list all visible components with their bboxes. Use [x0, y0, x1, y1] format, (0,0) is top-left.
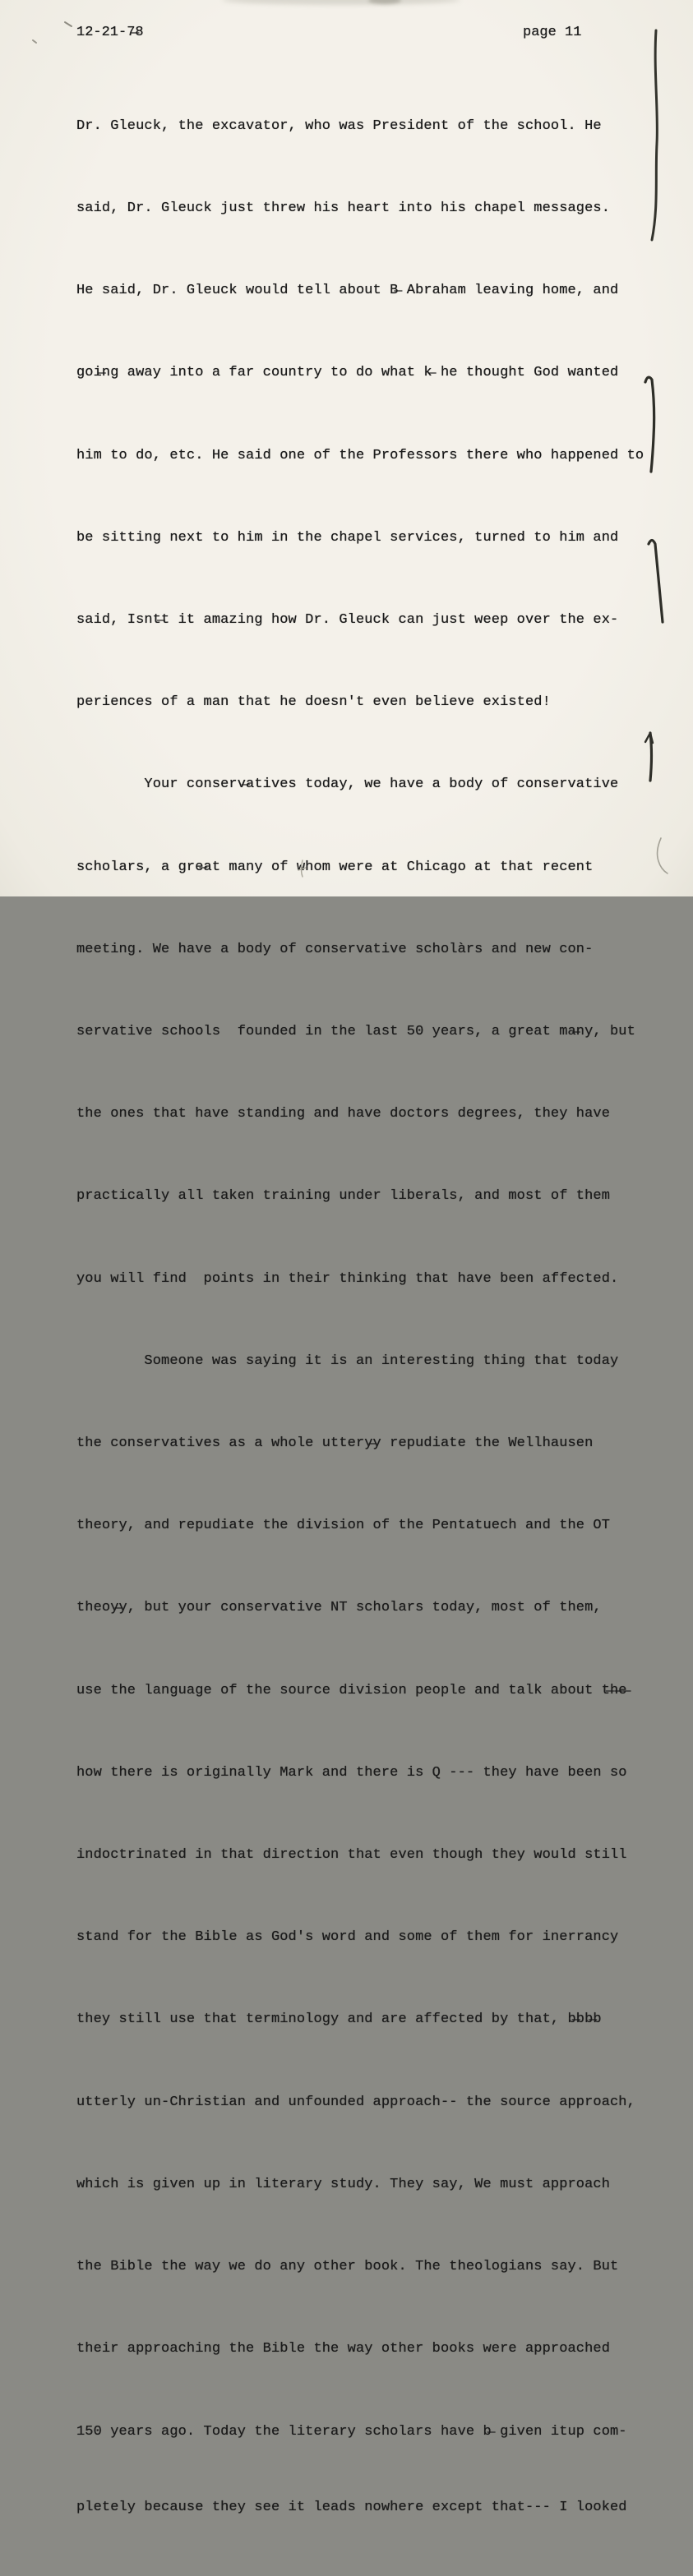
text-line: meeting. We have a body of conservative scholàrs and new con-	[76, 941, 594, 957]
text-line: goi̶ng away into a far country to do what k̶ he thought God wanted	[76, 365, 619, 381]
document-body	[76, 58, 668, 2576]
text-line: you will find points in their thinking that have been affected.	[76, 1270, 619, 1287]
text-line: scholars, a gre̶at many of whom were at Chicago at that recent	[76, 859, 594, 875]
text-line: said, Dr. Gleuck just threw his heart into his chapel messages.	[76, 200, 611, 217]
text-line: practically all taken training under liberals, and most of them	[76, 1188, 611, 1205]
text-line: theoy̶y, but your conservative NT scholars today, most of them,	[76, 1600, 602, 1616]
text-line: pletely because they see it leads nowhere except that--- I looked	[76, 2499, 627, 2515]
text-line: stand for the Bible as God's word and some of them for inerrancy	[76, 1929, 619, 1946]
text-line: they still use that terminology and are affected by that, b̶bb̶b	[76, 2011, 602, 2028]
text-line: servative schools founded in the last 50 years, a great ma̶ny, but	[76, 1024, 635, 1040]
text-line: their approaching the Bible the way other books were approached	[76, 2341, 611, 2357]
text-line: the Bible the way we do any other book. The theologians say. But	[76, 2259, 619, 2275]
text-line: He said, Dr. Gleuck would tell about B̶ Abraham leaving home, and	[76, 283, 619, 299]
text-line: the ones that have standing and have doctors degrees, they have	[76, 1106, 611, 1122]
text-line: use the language of the source division people and talk about t̶h̶e̶	[76, 1682, 627, 1698]
text-line: him to do, etc. He said one of the Professors there who happened to	[76, 447, 644, 463]
text-line: periences of a man that he doesn't even believe existed!	[76, 694, 551, 711]
date-label: 12-21-7̶8	[76, 25, 144, 40]
text-line: how there is originally Mark and there is Q --- they have been so	[76, 1764, 627, 1781]
page-number-label: page 11	[523, 25, 582, 40]
text-line: the conservatives as a whole uttery̶y repudiate the Wellhausen	[76, 1435, 594, 1452]
page-header	[0, 25, 693, 44]
text-line: Someone was saying it is an interesting thing that today	[76, 1353, 619, 1369]
text-line: which is given up in literary study. They say, We must approach	[76, 2176, 611, 2192]
text-line: Your conserv̶atives today, we have a body of conservative	[76, 776, 619, 793]
text-line: 150 years ago. Today the literary scholars have b̶ given itup com-	[76, 2423, 627, 2440]
text-line: utterly un-Christian and unfounded approach-- the source approach,	[76, 2094, 635, 2110]
top-edge-smudge	[222, 0, 460, 5]
text-line: theory, and repudiate the division of the Pentatuech and the OT	[76, 1518, 611, 1534]
text-line: indoctrinated in that direction that even though they would still	[76, 1847, 627, 1864]
text-line: Dr. Gleuck, the excavator, who was President of the school. He	[76, 118, 602, 134]
text-line: said, Isnt̶t it amazing how Dr. Gleuck can just weep over the ex-	[76, 612, 619, 629]
text-line: be sitting next to him in the chapel services, turned to him and	[76, 529, 619, 546]
